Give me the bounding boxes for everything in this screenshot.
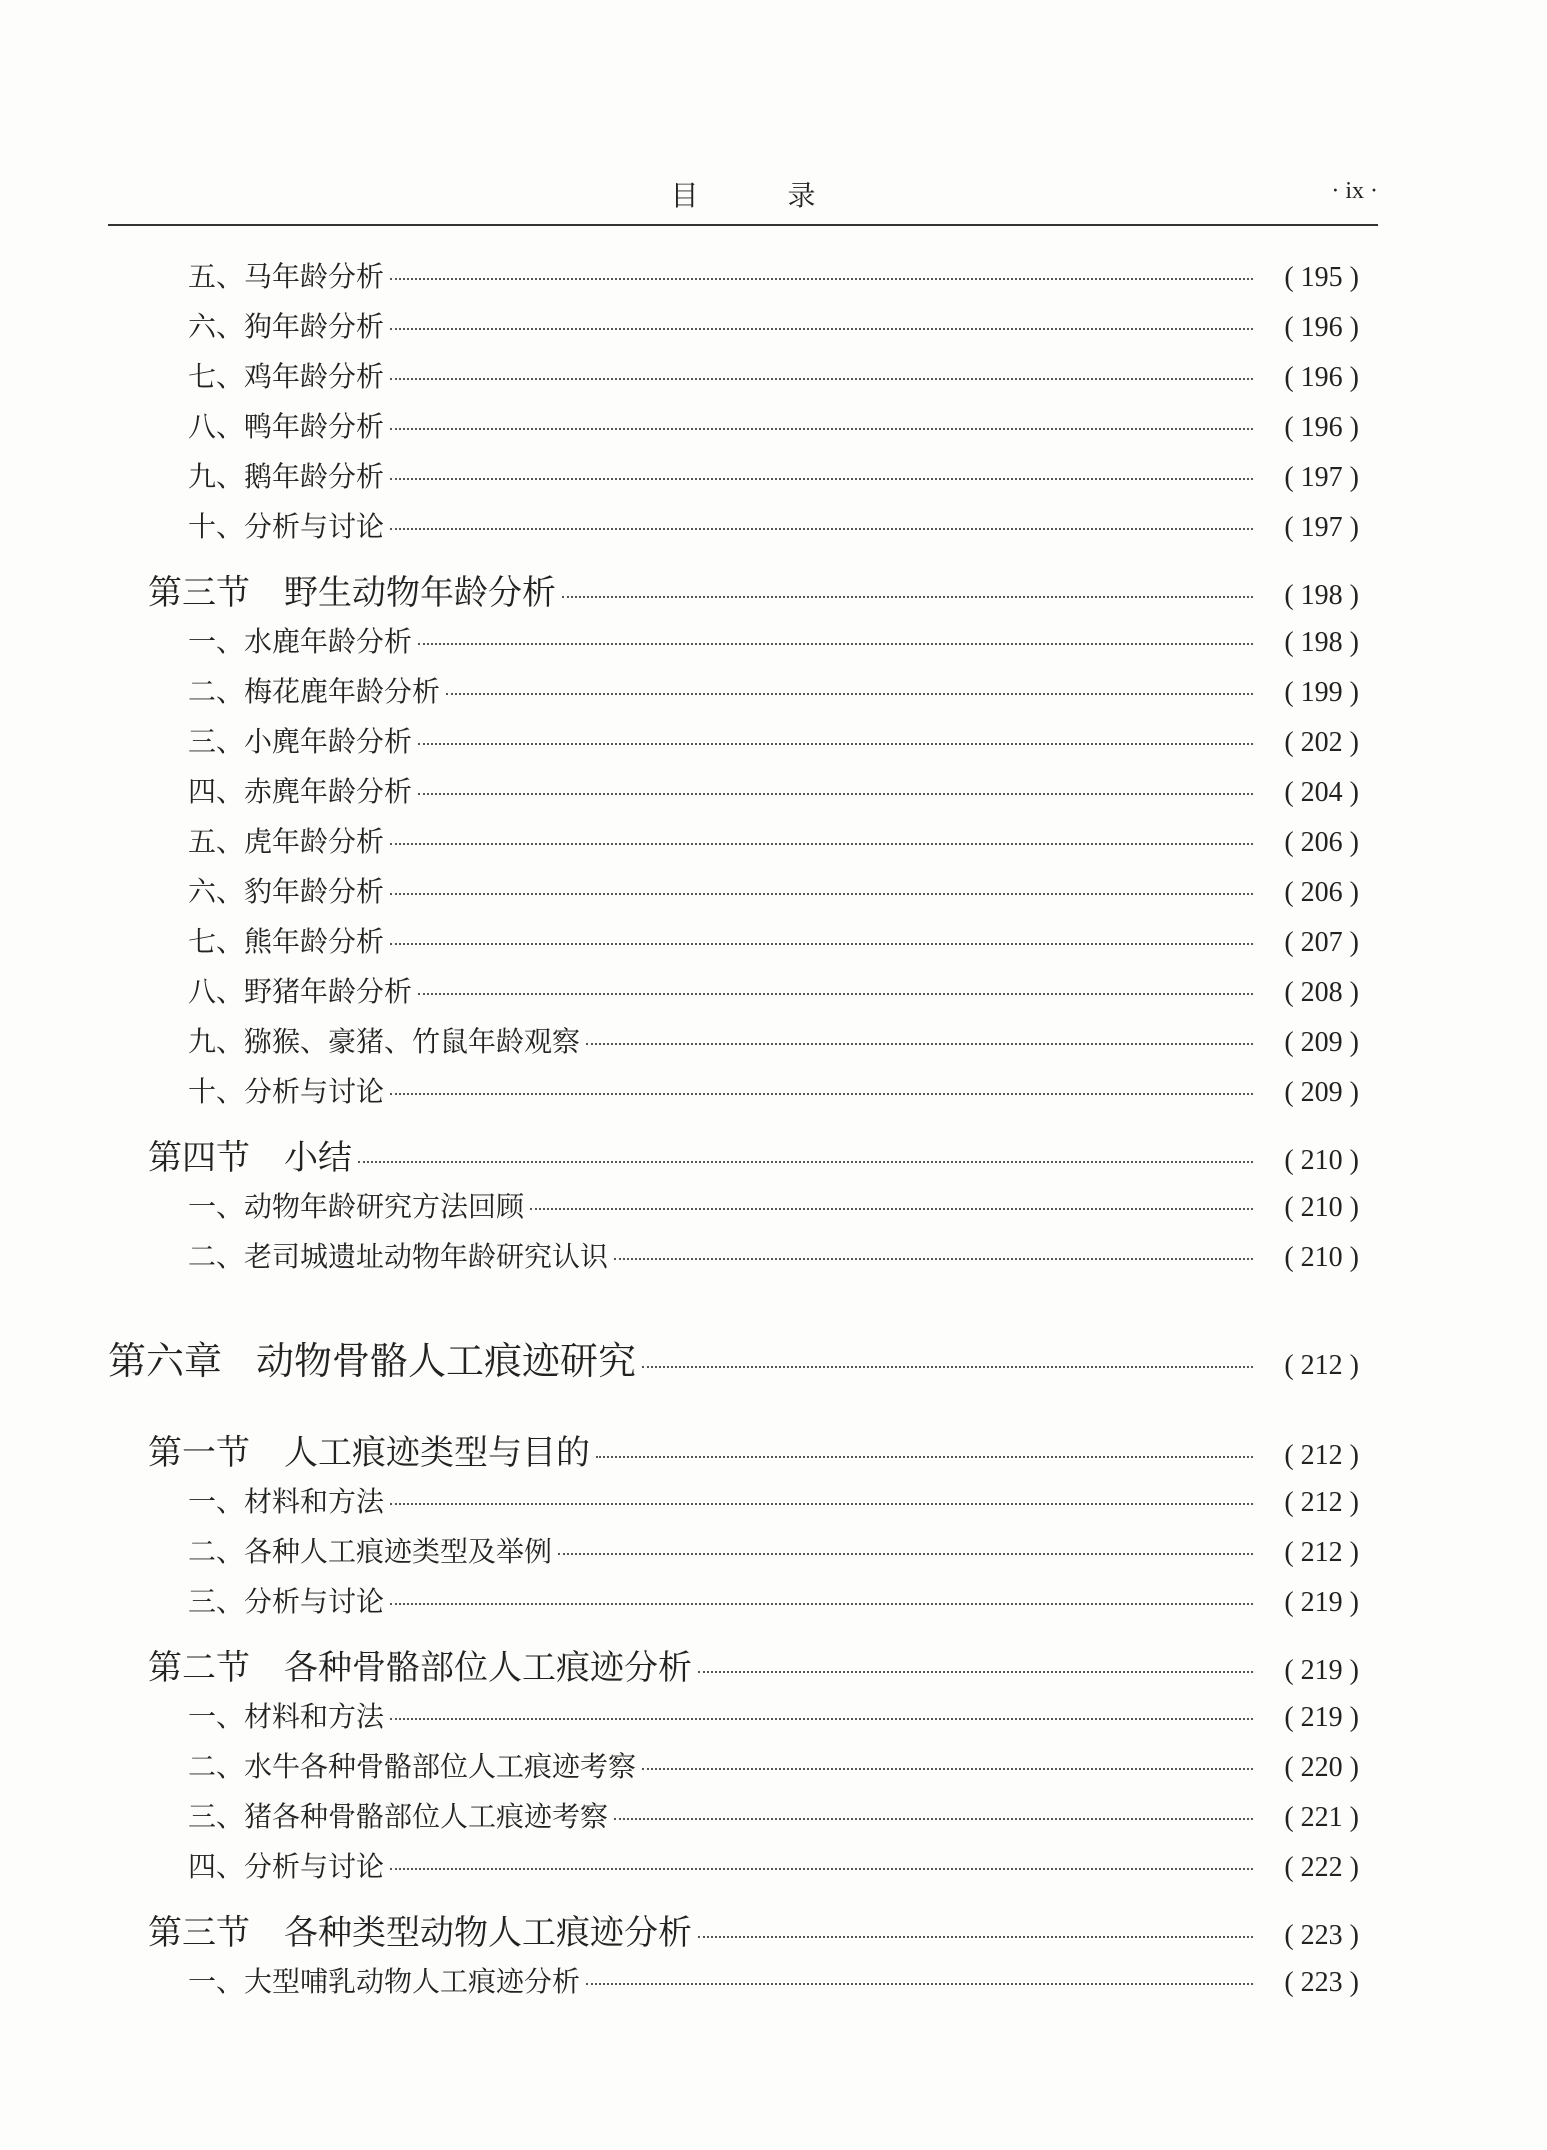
toc-label: 九、猕猴、豪猪、竹鼠年龄观察 (188, 1025, 581, 1058)
toc-label (148, 1905, 692, 1954)
toc-subentry (188, 870, 1359, 910)
toc-subentry (188, 720, 1359, 760)
toc-page-number: ( 212 ) (1284, 1487, 1359, 1518)
toc-page-number: ( 197 ) (1284, 462, 1359, 493)
toc-page-number: ( 198 ) (1284, 580, 1359, 611)
toc-subentry (188, 405, 1359, 445)
toc-page-number: ( 202 ) (1284, 727, 1359, 758)
toc-label (148, 565, 556, 614)
dot-leader (390, 1718, 1253, 1720)
toc-subentry (188, 670, 1359, 710)
toc-page-number: ( 219 ) (1284, 1702, 1359, 1733)
toc-page-number: ( 212 ) (1284, 1537, 1359, 1568)
dot-leader (698, 1936, 1253, 1938)
toc-section (148, 1905, 1359, 1954)
toc-label: 四、分析与讨论 (188, 1850, 385, 1883)
toc-label: 一、水鹿年龄分析 (188, 625, 413, 658)
dot-leader (358, 1161, 1253, 1163)
toc-subentry (188, 820, 1359, 860)
toc-label: 二、梅花鹿年龄分析 (188, 675, 441, 708)
toc-label: 三、分析与讨论 (188, 1585, 385, 1618)
toc-label: 二、老司城遗址动物年龄研究认识 (188, 1240, 609, 1273)
toc-label: 三、猪各种骨骼部位人工痕迹考察 (188, 1800, 609, 1833)
toc-label: 七、鸡年龄分析 (188, 360, 385, 393)
toc-label: 十、分析与讨论 (188, 1075, 385, 1108)
toc-title: 动物骨骼人工痕迹研究 (256, 1339, 637, 1383)
toc-page-number: ( 219 ) (1284, 1587, 1359, 1618)
toc-number: 第一节 (148, 1433, 250, 1473)
toc-page-number: ( 196 ) (1284, 362, 1359, 393)
toc-page-number: ( 208 ) (1284, 977, 1359, 1008)
toc-subentry (188, 505, 1359, 545)
toc-page-number: ( 199 ) (1284, 677, 1359, 708)
dot-leader (418, 643, 1253, 645)
dot-leader (418, 993, 1253, 995)
toc-title: 各种骨骼部位人工痕迹分析 (284, 1648, 692, 1688)
dot-leader (390, 278, 1253, 280)
dot-leader (586, 1983, 1253, 1985)
dot-leader (390, 1868, 1253, 1870)
dot-leader (614, 1258, 1253, 1260)
toc-subentry (188, 1695, 1359, 1735)
toc-label: 一、大型哺乳动物人工痕迹分析 (188, 1965, 581, 1998)
toc-title: 野生动物年龄分析 (284, 573, 556, 613)
dot-leader (390, 378, 1253, 380)
toc-number: 第三节 (148, 573, 250, 613)
toc-label (148, 1640, 692, 1689)
toc-subentry (188, 1070, 1359, 1110)
toc-label: 二、各种人工痕迹类型及举例 (188, 1535, 553, 1568)
dot-leader (614, 1818, 1253, 1820)
toc-label: 一、材料和方法 (188, 1700, 385, 1733)
toc-number: 第三节 (148, 1913, 250, 1953)
toc-page-number: ( 195 ) (1284, 262, 1359, 293)
toc-label: 一、动物年龄研究方法回顾 (188, 1190, 525, 1223)
toc-label: 五、虎年龄分析 (188, 825, 385, 858)
toc-label (108, 1330, 636, 1385)
dot-leader (530, 1208, 1253, 1210)
toc-section (148, 1425, 1359, 1474)
toc-page-number: ( 219 ) (1284, 1655, 1359, 1686)
toc-subentry (188, 1235, 1359, 1275)
dot-leader (390, 328, 1253, 330)
dot-leader (390, 943, 1253, 945)
toc-number: 第二节 (148, 1648, 250, 1688)
toc-page-number: ( 196 ) (1284, 412, 1359, 443)
toc-subentry (188, 970, 1359, 1010)
toc-subentry (188, 770, 1359, 810)
toc-label: 五、马年龄分析 (188, 260, 385, 293)
toc-label: 六、狗年龄分析 (188, 310, 385, 343)
toc-page-number: ( 222 ) (1284, 1852, 1359, 1883)
dot-leader (586, 1043, 1253, 1045)
toc-page-number: ( 204 ) (1284, 777, 1359, 808)
toc-page-number: ( 198 ) (1284, 627, 1359, 658)
toc-title: 各种类型动物人工痕迹分析 (284, 1913, 692, 1953)
dot-leader (390, 478, 1253, 480)
toc-subentry (188, 1580, 1359, 1620)
toc-page-number: ( 212 ) (1284, 1350, 1359, 1381)
dot-leader (558, 1553, 1253, 1555)
dot-leader (642, 1366, 1253, 1368)
dot-leader (390, 1503, 1253, 1505)
dot-leader (390, 1093, 1253, 1095)
toc-number: 第六章 (108, 1339, 223, 1383)
toc-label: 七、熊年龄分析 (188, 925, 385, 958)
toc-section (148, 565, 1359, 614)
toc-subentry (188, 1795, 1359, 1835)
toc-subentry (188, 1530, 1359, 1570)
toc-page-number: ( 209 ) (1284, 1027, 1359, 1058)
toc-page-number: ( 209 ) (1284, 1077, 1359, 1108)
toc-label: 三、小麂年龄分析 (188, 725, 413, 758)
toc-page-number: ( 196 ) (1284, 312, 1359, 343)
toc-page-number: ( 206 ) (1284, 827, 1359, 858)
dot-leader (596, 1456, 1253, 1458)
toc-subentry (188, 1845, 1359, 1885)
toc-label (148, 1425, 590, 1474)
dot-leader (562, 596, 1253, 598)
toc-subentry (188, 920, 1359, 960)
toc-label: 九、鹅年龄分析 (188, 460, 385, 493)
toc-label: 八、野猪年龄分析 (188, 975, 413, 1008)
toc-label: 八、鸭年龄分析 (188, 410, 385, 443)
toc-section (148, 1130, 1359, 1179)
toc-page-number: ( 221 ) (1284, 1802, 1359, 1833)
header-page-number: · ix · (1331, 178, 1378, 204)
toc-subentry (188, 1020, 1359, 1060)
toc-number: 第四节 (148, 1138, 250, 1178)
toc-label: 十、分析与讨论 (188, 510, 385, 543)
header-title: 目 录 (670, 179, 856, 212)
toc-subentry (188, 1745, 1359, 1785)
dot-leader (418, 743, 1253, 745)
toc-subentry (188, 1480, 1359, 1520)
toc-page-number: ( 212 ) (1284, 1440, 1359, 1471)
dot-leader (642, 1768, 1253, 1770)
toc-page-number: ( 223 ) (1284, 1920, 1359, 1951)
toc-subentry (188, 1960, 1359, 2000)
toc-subentry (188, 455, 1359, 495)
toc-title: 小结 (284, 1138, 352, 1178)
toc-label: 一、材料和方法 (188, 1485, 385, 1518)
dot-leader (390, 843, 1253, 845)
toc-subentry (188, 355, 1359, 395)
toc-page-number: ( 210 ) (1284, 1145, 1359, 1176)
toc-page-number: ( 207 ) (1284, 927, 1359, 958)
dot-leader (390, 428, 1253, 430)
toc-subentry (188, 1185, 1359, 1225)
toc-chapter (108, 1330, 1359, 1385)
toc-subentry (188, 620, 1359, 660)
toc-page-number: ( 223 ) (1284, 1967, 1359, 1998)
toc-page-number: ( 206 ) (1284, 877, 1359, 908)
dot-leader (446, 693, 1253, 695)
toc-label: 六、豹年龄分析 (188, 875, 385, 908)
dot-leader (390, 528, 1253, 530)
toc-title: 人工痕迹类型与目的 (284, 1433, 590, 1473)
dot-leader (390, 1603, 1253, 1605)
dot-leader (698, 1671, 1253, 1673)
toc-page-number: ( 220 ) (1284, 1752, 1359, 1783)
dot-leader (390, 893, 1253, 895)
toc-label: 二、水牛各种骨骼部位人工痕迹考察 (188, 1750, 637, 1783)
dot-leader (418, 793, 1253, 795)
toc-label: 四、赤麂年龄分析 (188, 775, 413, 808)
toc-section (148, 1640, 1359, 1689)
toc-subentry (188, 255, 1359, 295)
toc-page-number: ( 197 ) (1284, 512, 1359, 543)
toc-page-number: ( 210 ) (1284, 1242, 1359, 1273)
toc-subentry (188, 305, 1359, 345)
toc-page-number: ( 210 ) (1284, 1192, 1359, 1223)
toc-label (148, 1130, 352, 1179)
